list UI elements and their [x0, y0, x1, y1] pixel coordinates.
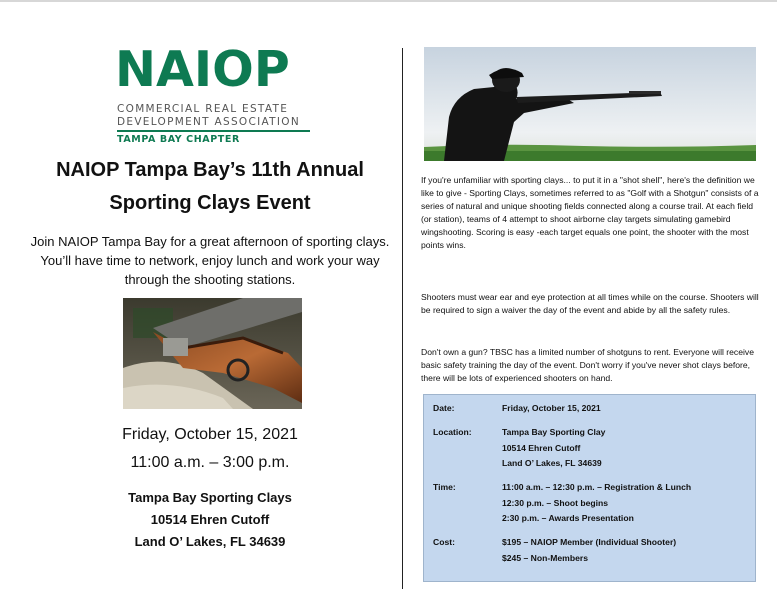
logo-tagline-2: DEVELOPMENT ASSOCIATION — [117, 116, 301, 128]
event-details-box — [423, 394, 756, 582]
time-line-2: 12:30 p.m. – Shoot begins — [502, 497, 609, 508]
event-title-line-2: Sporting Clays Event — [109, 192, 311, 214]
shooter-photo — [424, 47, 756, 161]
paragraph-gun-rental: Don't own a gun? TBSC has a limited number of shotguns to rent. Everyone will receive basic safety training the day of the event. Don't worry if you've never shot clays before, there will be lots of experienced shooters on hand. — [421, 347, 754, 384]
venue-city: Land O’ Lakes, FL 34639 — [134, 534, 286, 549]
shotgun-photo — [123, 298, 302, 409]
event-title-line-1: NAIOP Tampa Bay’s 11th Annual — [56, 159, 364, 181]
date-label: Date: — [433, 403, 455, 413]
cost-line-1: $195 – NAIOP Member (Individual Shooter) — [502, 537, 677, 547]
logo-chapter: TAMPA BAY CHAPTER — [117, 134, 240, 145]
logo-tagline-1: COMMERCIAL REAL ESTATE — [117, 103, 289, 115]
location-line-3: Land O’ Lakes, FL 34639 — [502, 458, 602, 468]
shotgun-closeup-image — [123, 298, 302, 409]
location-line-2: 10514 Ehren Cutoff — [502, 442, 581, 453]
event-date-large: Friday, October 15, 2021 — [122, 426, 298, 443]
naiop-logo — [115, 41, 315, 148]
venue-name: Tampa Bay Sporting Clays — [128, 490, 292, 505]
cost-label: Cost: — [433, 537, 455, 547]
venue-street: 10514 Ehren Cutoff — [150, 512, 270, 527]
intro-text: Join NAIOP Tampa Bay for a great afternoon of sporting clays. You’ll have time to network, enjoy lunch and work your way through the shooting stations. — [30, 234, 390, 287]
location-line-1: Tampa Bay Sporting Clay — [502, 427, 606, 437]
time-label: Time: — [433, 482, 456, 492]
time-line-3: 2:30 p.m. – Awards Presentation — [502, 513, 634, 523]
time-line-1: 11:00 a.m. – 12:30 p.m. – Registration & Lunch — [502, 482, 692, 492]
location-label: Location: — [433, 427, 472, 437]
date-value: Friday, October 15, 2021 — [502, 403, 601, 413]
event-time-large: 11:00 a.m. – 3:00 p.m. — [130, 454, 290, 471]
cost-line-2: $245 – Non-Members — [502, 552, 588, 563]
logo-wordmark: NAIOP — [115, 41, 290, 98]
paragraph-what-is-sporting-clays: If you're unfamiliar with sporting clays... to put it in a "shot shell", here's the definition we like to give - Sporting Clays, sometimes referred to as "Golf with a Shotgun" consists of a series of natural and unique shooting fields connected along a course trail. At each field (or station), teams of 4 attempt to shoot airborne clay targets simulating gamebird wingshooting. Scoring is easy -each target equals one point, the shooter with the most points wins. — [421, 175, 759, 251]
column-divider — [402, 48, 403, 589]
shooter-silhouette-image — [424, 47, 756, 161]
paragraph-safety: Shooters must wear ear and eye protection at all times while on the course. Shooters will be required to sign a waiver the day of the event and abide by all the safety rules. — [421, 292, 759, 316]
logo-rule — [117, 130, 310, 132]
